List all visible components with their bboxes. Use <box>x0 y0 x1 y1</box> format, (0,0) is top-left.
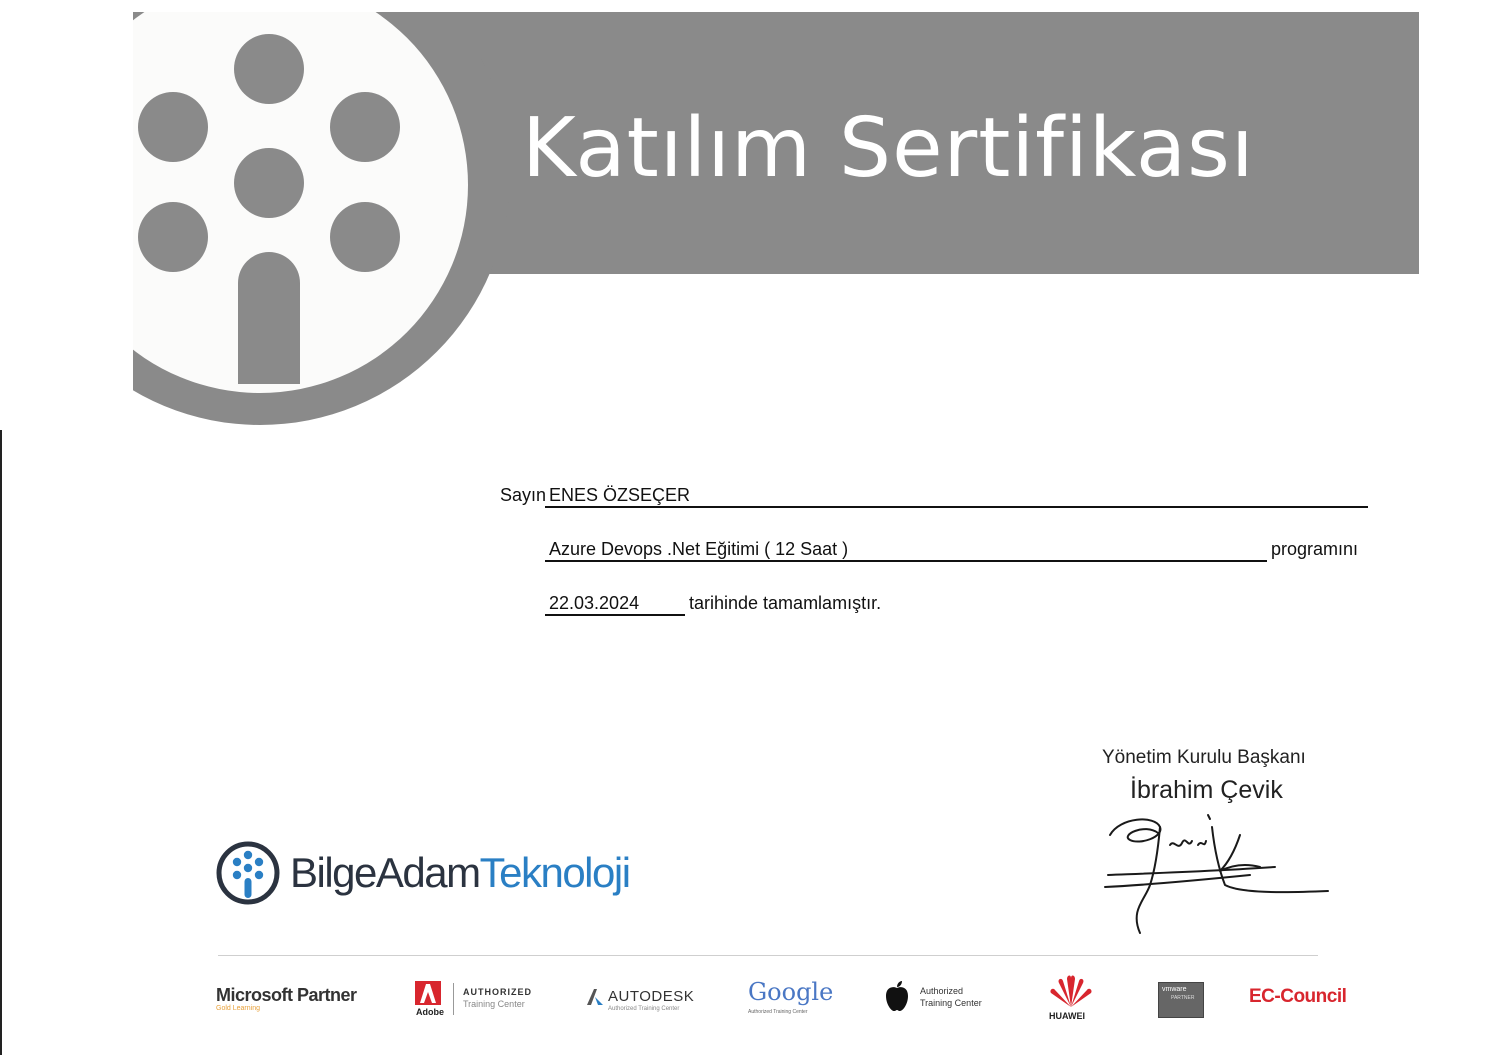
salutation: Sayın <box>500 485 547 505</box>
date-suffix: tarihinde tamamlamıştır. <box>689 593 882 613</box>
autodesk-name: AUTODESK <box>608 988 695 1005</box>
apple-training-center: Training Center <box>920 998 982 1008</box>
google-name: Google <box>748 978 834 1006</box>
signatory-role: Yönetim Kurulu Başkanı <box>1102 747 1306 768</box>
huawei-name: HUAWEI <box>1049 1011 1085 1021</box>
signature-image <box>1100 805 1335 940</box>
google-sub: Authorized Training Center <box>748 1009 808 1015</box>
program-underline <box>545 560 1267 562</box>
adobe-authorized: AUTHORIZED <box>463 987 532 997</box>
header-banner <box>0 0 1500 430</box>
recipient-name: ENES ÖZSEÇER <box>549 485 691 505</box>
apple-icon <box>883 980 911 1012</box>
vmware-sub: PARTNER <box>1171 995 1195 1001</box>
adobe-divider <box>453 983 454 1015</box>
adobe-training-center: Training Center <box>463 999 525 1009</box>
certificate-title: Katılım Sertifikası <box>522 101 1255 196</box>
signatory-name: İbrahim Çevik <box>1130 776 1283 804</box>
eccouncil-logo: EC-Council <box>1249 986 1347 1007</box>
adobe-mark: Adobe <box>416 1007 444 1017</box>
apple-authorized: Authorized <box>920 986 964 996</box>
microsoft-partner-logo: Microsoft Partner <box>216 985 357 1005</box>
bilgeadam-logo <box>216 838 630 908</box>
banner-top-mask <box>0 0 1500 12</box>
vmware-name: vmware <box>1162 986 1187 993</box>
bilgeadam-wordmark <box>290 849 630 897</box>
completion-date: 22.03.2024 <box>549 593 640 613</box>
autodesk-sub: Authorized Training Center <box>608 1006 680 1012</box>
recipient-underline <box>545 506 1368 508</box>
vmware-badge <box>1158 982 1204 1018</box>
footer-divider <box>218 955 1318 956</box>
brand-name-part2: Teknoloji <box>479 849 630 896</box>
huawei-icon <box>1047 973 1095 1009</box>
program-name: Azure Devops .Net Eğitimi ( 12 Saat ) <box>549 539 849 559</box>
autodesk-icon <box>586 988 604 1006</box>
program-suffix: programını <box>1271 539 1359 559</box>
date-underline <box>545 614 685 616</box>
brand-name-part1: BilgeAdam <box>290 849 480 896</box>
microsoft-partner-tier: Gold Learning <box>216 1005 260 1012</box>
banner-left-mask <box>0 0 133 430</box>
google-logo <box>748 978 833 1006</box>
bilgeadam-tree-icon <box>216 841 280 905</box>
